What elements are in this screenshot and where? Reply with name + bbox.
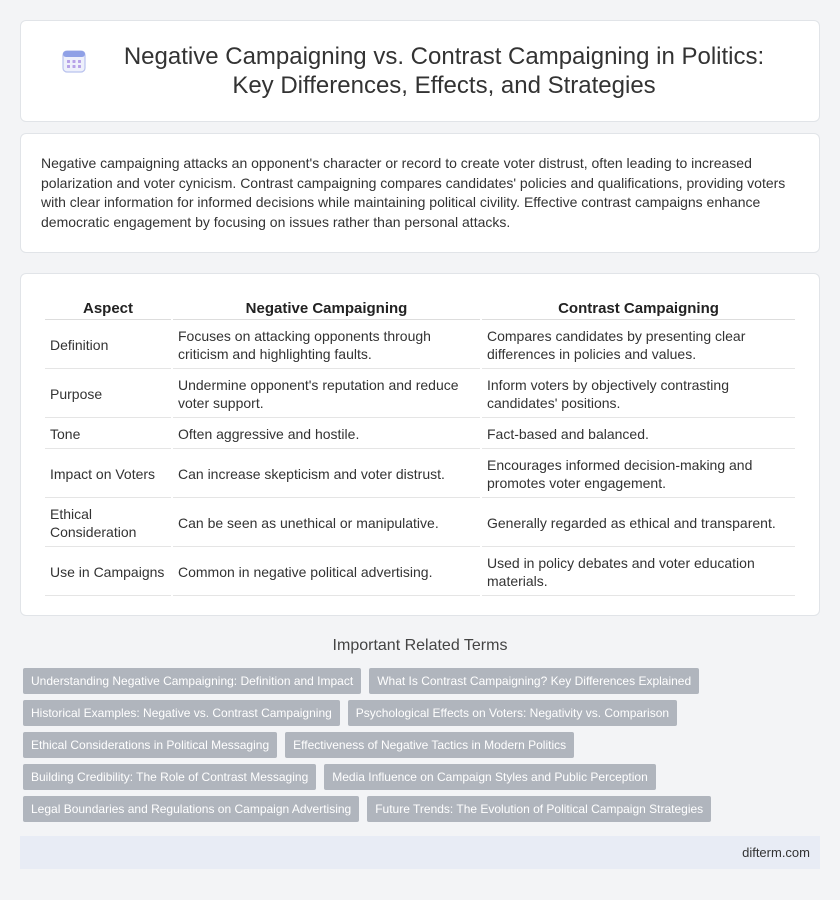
term-row xyxy=(23,796,823,822)
contrast-cell: Fact-based and balanced. xyxy=(482,420,795,449)
table-header-row xyxy=(45,296,795,320)
related-term-link[interactable]: Ethical Considerations in Political Messaging xyxy=(23,732,277,758)
contrast-cell: Encourages informed decision-making and promotes voter engagement. xyxy=(482,451,795,498)
footer xyxy=(20,836,820,869)
term-row xyxy=(23,764,823,790)
related-term-link[interactable]: Legal Boundaries and Regulations on Campaign Advertising xyxy=(23,796,359,822)
related-term-link[interactable]: Effectiveness of Negative Tactics in Modern Politics xyxy=(285,732,574,758)
page-title: Negative Campaigning vs. Contrast Campaigning in Politics: Key Differences, Effects, and Strategies xyxy=(123,43,765,99)
related-term-link[interactable]: Building Credibility: The Role of Contrast Messaging xyxy=(23,764,316,790)
related-term-link[interactable]: Media Influence on Campaign Styles and Public Perception xyxy=(324,764,656,790)
table-row xyxy=(45,500,795,547)
negative-cell: Focuses on attacking opponents through criticism and highlighting faults. xyxy=(173,322,480,369)
related-term-link[interactable]: What Is Contrast Campaigning? Key Differences Explained xyxy=(369,668,699,694)
column-header-negative: Negative Campaigning xyxy=(173,296,480,320)
negative-cell: Common in negative political advertising. xyxy=(173,549,480,596)
calendar-grid-icon xyxy=(61,48,87,74)
contrast-cell: Used in policy debates and voter education materials. xyxy=(482,549,795,596)
aspect-cell: Impact on Voters xyxy=(45,451,171,498)
aspect-cell: Purpose xyxy=(45,371,171,418)
table-row xyxy=(45,371,795,418)
related-term-link[interactable]: Understanding Negative Campaigning: Definition and Impact xyxy=(23,668,361,694)
aspect-cell: Use in Campaigns xyxy=(45,549,171,596)
column-header-contrast: Contrast Campaigning xyxy=(482,296,795,320)
table-row xyxy=(45,451,795,498)
term-row xyxy=(23,732,823,758)
summary-text: Negative campaigning attacks an opponent's character or record to create voter distrust, often leading to increased polarization and voter cynicism. Contrast campaigning compares candidates' policies and qualifications, providing voters with clear information for informed decisions while maintaining political civility. Effective contrast campaigns enhance democratic engagement by focusing on issues rather than personal attacks. xyxy=(41,155,786,230)
negative-cell: Often aggressive and hostile. xyxy=(173,420,480,449)
column-header-aspect: Aspect xyxy=(45,296,171,320)
contrast-cell: Inform voters by objectively contrasting candidates' positions. xyxy=(482,371,795,418)
related-terms-title: Important Related Terms xyxy=(332,637,508,654)
related-terms-list xyxy=(23,668,823,828)
contrast-cell: Generally regarded as ethical and transparent. xyxy=(482,500,795,547)
negative-cell: Can be seen as unethical or manipulative. xyxy=(173,500,480,547)
contrast-cell: Compares candidates by presenting clear differences in policies and values. xyxy=(482,322,795,369)
related-term-link[interactable]: Psychological Effects on Voters: Negativity vs. Comparison xyxy=(348,700,677,726)
comparison-table-card xyxy=(20,273,820,616)
negative-cell: Undermine opponent's reputation and reduce voter support. xyxy=(173,371,480,418)
related-term-link[interactable]: Future Trends: The Evolution of Political Campaign Strategies xyxy=(367,796,711,822)
aspect-cell: Definition xyxy=(45,322,171,369)
table-row xyxy=(45,420,795,449)
term-row xyxy=(23,700,823,726)
summary-card xyxy=(20,133,820,253)
aspect-cell: Ethical Consideration xyxy=(45,500,171,547)
negative-cell: Can increase skepticism and voter distrust. xyxy=(173,451,480,498)
footer-site-link[interactable]: difterm.com xyxy=(742,845,810,860)
aspect-cell: Tone xyxy=(45,420,171,449)
header-card xyxy=(20,20,820,122)
term-row xyxy=(23,668,823,694)
related-term-link[interactable]: Historical Examples: Negative vs. Contrast Campaigning xyxy=(23,700,340,726)
comparison-table xyxy=(43,294,797,598)
table-row xyxy=(45,549,795,596)
table-row xyxy=(45,322,795,369)
